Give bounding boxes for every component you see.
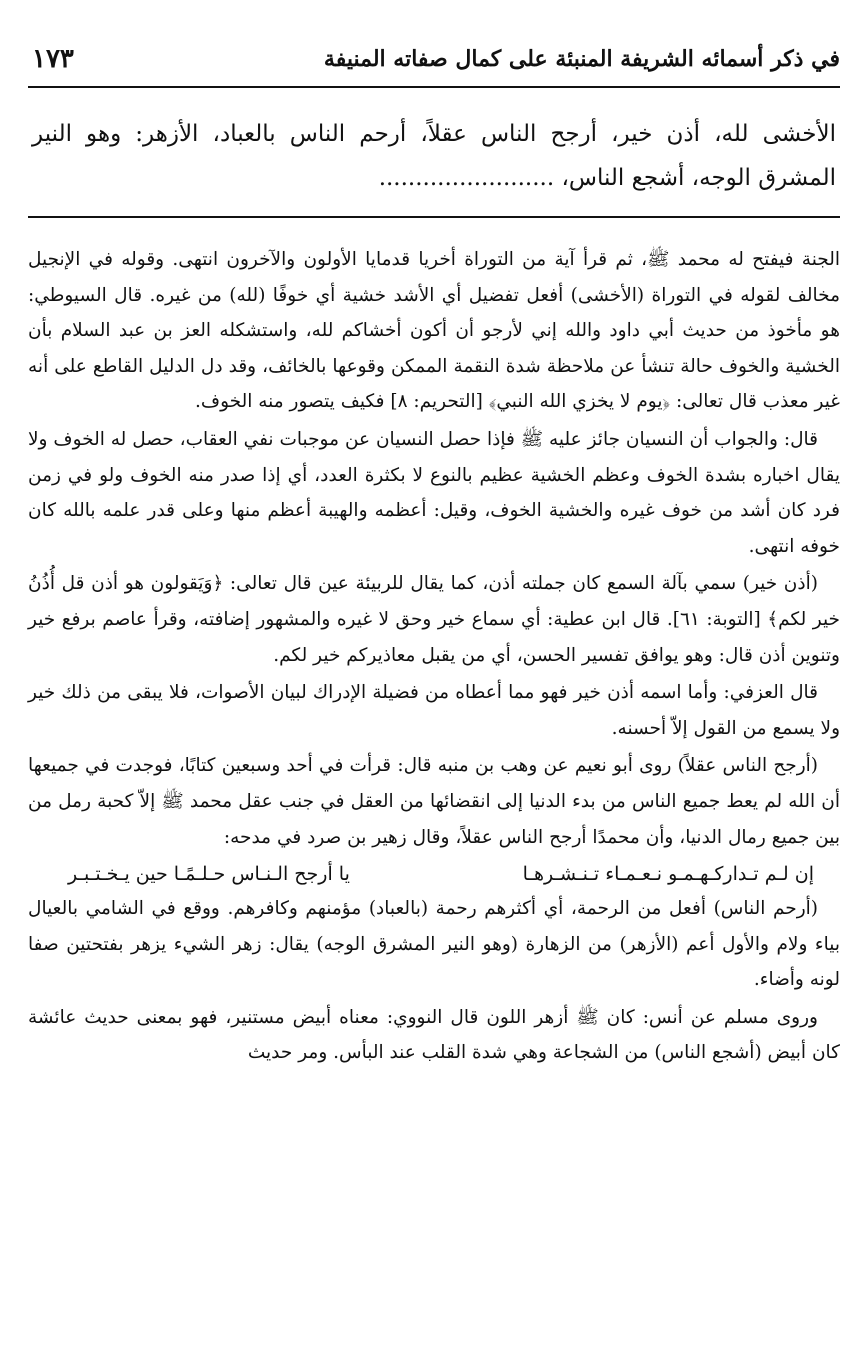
matn-dots: ........................ [378, 165, 555, 191]
commentary-paragraph: (أذن خير) سمي بآلة السمع كان جملته أذن، كما يقال للربيئة عين قال تعالى: ﴿وَيَقولون هو أذن قل أُذُنُ خير لكم﴾ [التوبة: ٦١]. قال ابن عطية: أي سماع خير وحق لا غيره والمشهور إضافته، وقرأ عاصم برفع خير وتنوين أذن قال: وهو يوافق تفسير الحسن، أي من يقبل معاذيركم خير لكم. [28, 573, 840, 666]
commentary-paragraph: وروى مسلم عن أنس: كان ﷺ أزهر اللون قال النووي: معناه أبيض مستنير، فهو بمعنى حديث عائشة كان أبيض (أشجع الناس) من الشجاعة وهي شدة القلب عند البأس. ومر حديث [28, 1006, 840, 1064]
poetry-verse [28, 857, 840, 891]
commentary-paragraph: قال: والجواب أن النسيان جائز عليه ﷺ فإذا حصل النسيان عن موجبات نفي العقاب، حصل له الخوف ولا يقال اخباره بشدة الخوف وعظم الخشية عظيم بالنوع لا بكثرة العدد، أي إذا صدر منه الخوف ولو في زمن فرد كان أشد من خوف غيره والخشية الخوف، وقيل: أعظمه والهيبة أعظم منها وعلى قدر علمه بالله كان خوفه انتهى. [28, 428, 840, 557]
page [28, 40, 840, 1340]
matn-text: الأخشى لله، أذن خير، أرجح الناس عقلاً، أرحم الناس بالعباد، الأزهر: وهو النير المشرق الوجه، أشجع الناس، [32, 121, 836, 191]
verse-first-hemistich: إن لـم تـداركـهـمـو نـعـمـاء تـنـشـرهـا [522, 863, 814, 886]
commentary-paragraph: الجنة فيفتح له محمد ﷺ، ثم قرأ آية من التوراة أخريا قدمايا الأولون والآخرون انتهى. وقوله في الإنجيل مخالف لقوله في التوراة (الأخشى) أفعل تفضيل أي الأشد خشية أي خوفًا (لله) من غيره. قال السيوطي: هو مأخوذ من حديث أبي داود والله إني لأرجو أن أكون أخشاكم لله، واستشكله العز بن عبد السلام بأن الخشية والخوف حالة تنشأ عن ملاحظة شدة النقمة الممكن وقوعها بالخائف، وقد دل الدليل القاطع على أنه غير معذب قال تعالى: ﴿يوم لا يخزي الله النبي﴾ [التحريم: ٨] فكيف يتصور منه الخوف. [28, 249, 840, 413]
commentary-paragraph: (أرحم الناس) أفعل من الرحمة، أي أكثرهم رحمة (بالعباد) مؤمنهم وكافرهم. ووقع في الشامي بالعيال بياء ولام والأول أعم (الأزهر) من الزهارة (وهو النير المشرق الوجه) يقال: زهر الشيء يزهر بفتحتين صفا لونه وأضاء. [28, 898, 840, 991]
commentary-paragraph: قال العزفي: وأما اسمه أذن خير فهو مما أعطاه من فضيلة الإدراك لبيان الأصوات، فلا يبقى من ذلك خير ولا يسمع من القول إلاّ أحسنه. [28, 682, 840, 739]
verse-second-hemistich: يا أرجح الـنـاس حـلـمًـا حين يـخـتـبـر [68, 863, 350, 886]
running-header [28, 40, 840, 88]
running-title: في ذكر أسمائه الشريفة المنبئة على كمال صفاته المنيفة [323, 46, 840, 72]
commentary-paragraph: (أرجح الناس عقلاً) روى أبو نعيم عن وهب بن منبه قال: قرأت في أحد وسبعين كتابًا، فوجدت في جميعها أن الله لم يعط جميع الناس من بدء الدنيا إلى انقضائها من العقل في جنب عقل محمد ﷺ إلاّ كحبة رمل من بين جميع رمال الدنيا، وأن محمدًا أرجح الناس عقلاً، وقال زهير بن صرد في مدحه: [28, 755, 840, 848]
matn-divider [28, 216, 840, 218]
commentary-body [28, 242, 840, 1071]
matn-text-block [28, 112, 840, 210]
page-number: ١٧٣ [32, 44, 74, 74]
